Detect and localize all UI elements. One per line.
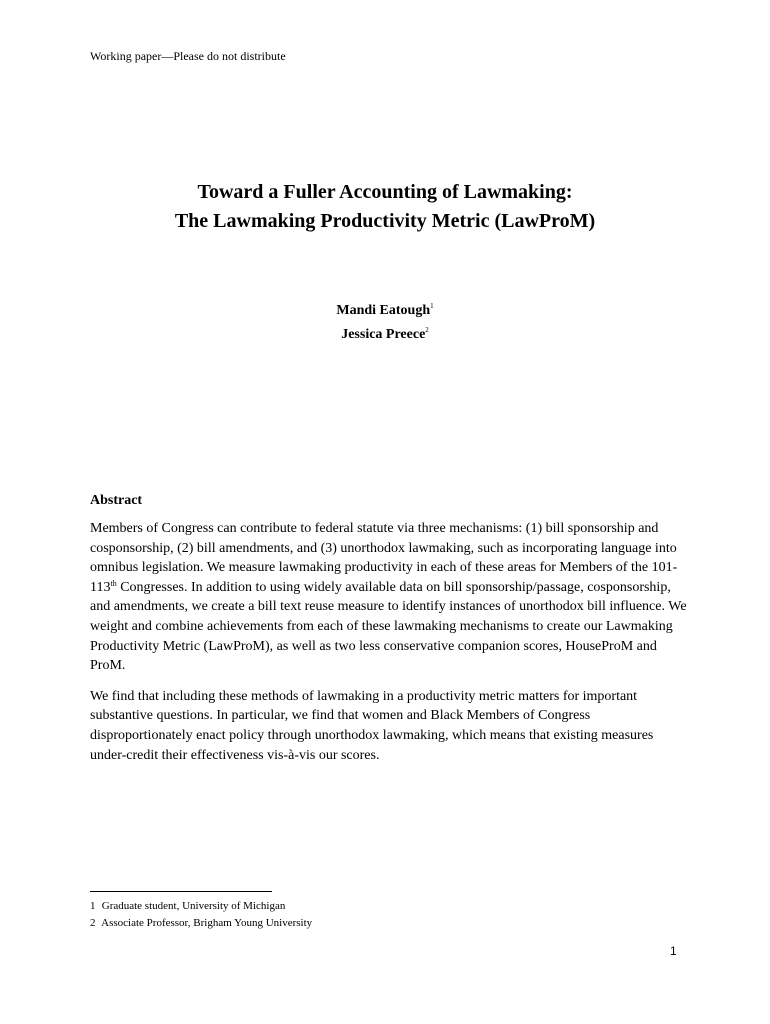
footnote-mark: 2 <box>425 326 429 334</box>
author-name: Mandi Eatough <box>336 303 431 318</box>
footnote-text: Associate Professor, Brigham Young University <box>101 917 313 929</box>
author-name: Jessica Preece <box>341 327 426 342</box>
page-number: 1 <box>670 944 677 958</box>
abstract-text: Congresses. In addition to using widely available data on bill sponsorship/passage, cosponsorship, and amendments, we create a bill text reuse measure to identify instances of unorthodox bill influence. We weight and combine achievements from each of these lawmaking mechanisms to create our Lawmaking Productivity Metric (LawProM), as well as two less conservative companion scores, HouseProM and ProM. <box>90 579 687 674</box>
abstract-heading: Abstract <box>90 493 143 508</box>
footnote-2 <box>90 915 312 932</box>
footnote-1 <box>90 898 312 915</box>
abstract-paragraph-1 <box>90 519 690 676</box>
ordinal-superscript: th <box>110 578 117 588</box>
footnote-mark: 1 <box>430 302 434 310</box>
footnote-number: 1 <box>90 900 96 912</box>
abstract-paragraph-2: We find that including these methods of lawmaking in a productivity metric matters for important substantive questions. In particular, we find that women and Black Members of Congress disproportionately enact policy through unorthodox lawmaking, which means that existing measures under-credit their effectiveness vis-à-vis our scores. <box>90 688 654 763</box>
title-line-1: Toward a Fuller Accounting of Lawmaking: <box>197 181 573 203</box>
title-line-2: The Lawmaking Productivity Metric (LawProM) <box>174 210 596 232</box>
author-1 <box>0 299 770 323</box>
author-2 <box>0 323 770 347</box>
abstract-text: Members of Congress can contribute to federal statute via three mechanisms: (1) bill sponsorship and cosponsorship, (2) bill amendments, and (3) unorthodox lawmaking, such as incorporating language into omnibus legislation. We measure lawmaking productivity in each of these areas for Members of the 101-113 <box>90 521 678 595</box>
author-list <box>0 299 770 347</box>
paper-title <box>0 178 770 236</box>
footnote-divider <box>90 891 272 892</box>
abstract-body <box>90 519 690 776</box>
footnote-number: 2 <box>90 917 96 929</box>
working-paper-notice: Working paper—Please do not distribute <box>90 49 286 63</box>
footnote-text: Graduate student, University of Michigan <box>101 900 286 912</box>
footnotes <box>90 898 312 932</box>
